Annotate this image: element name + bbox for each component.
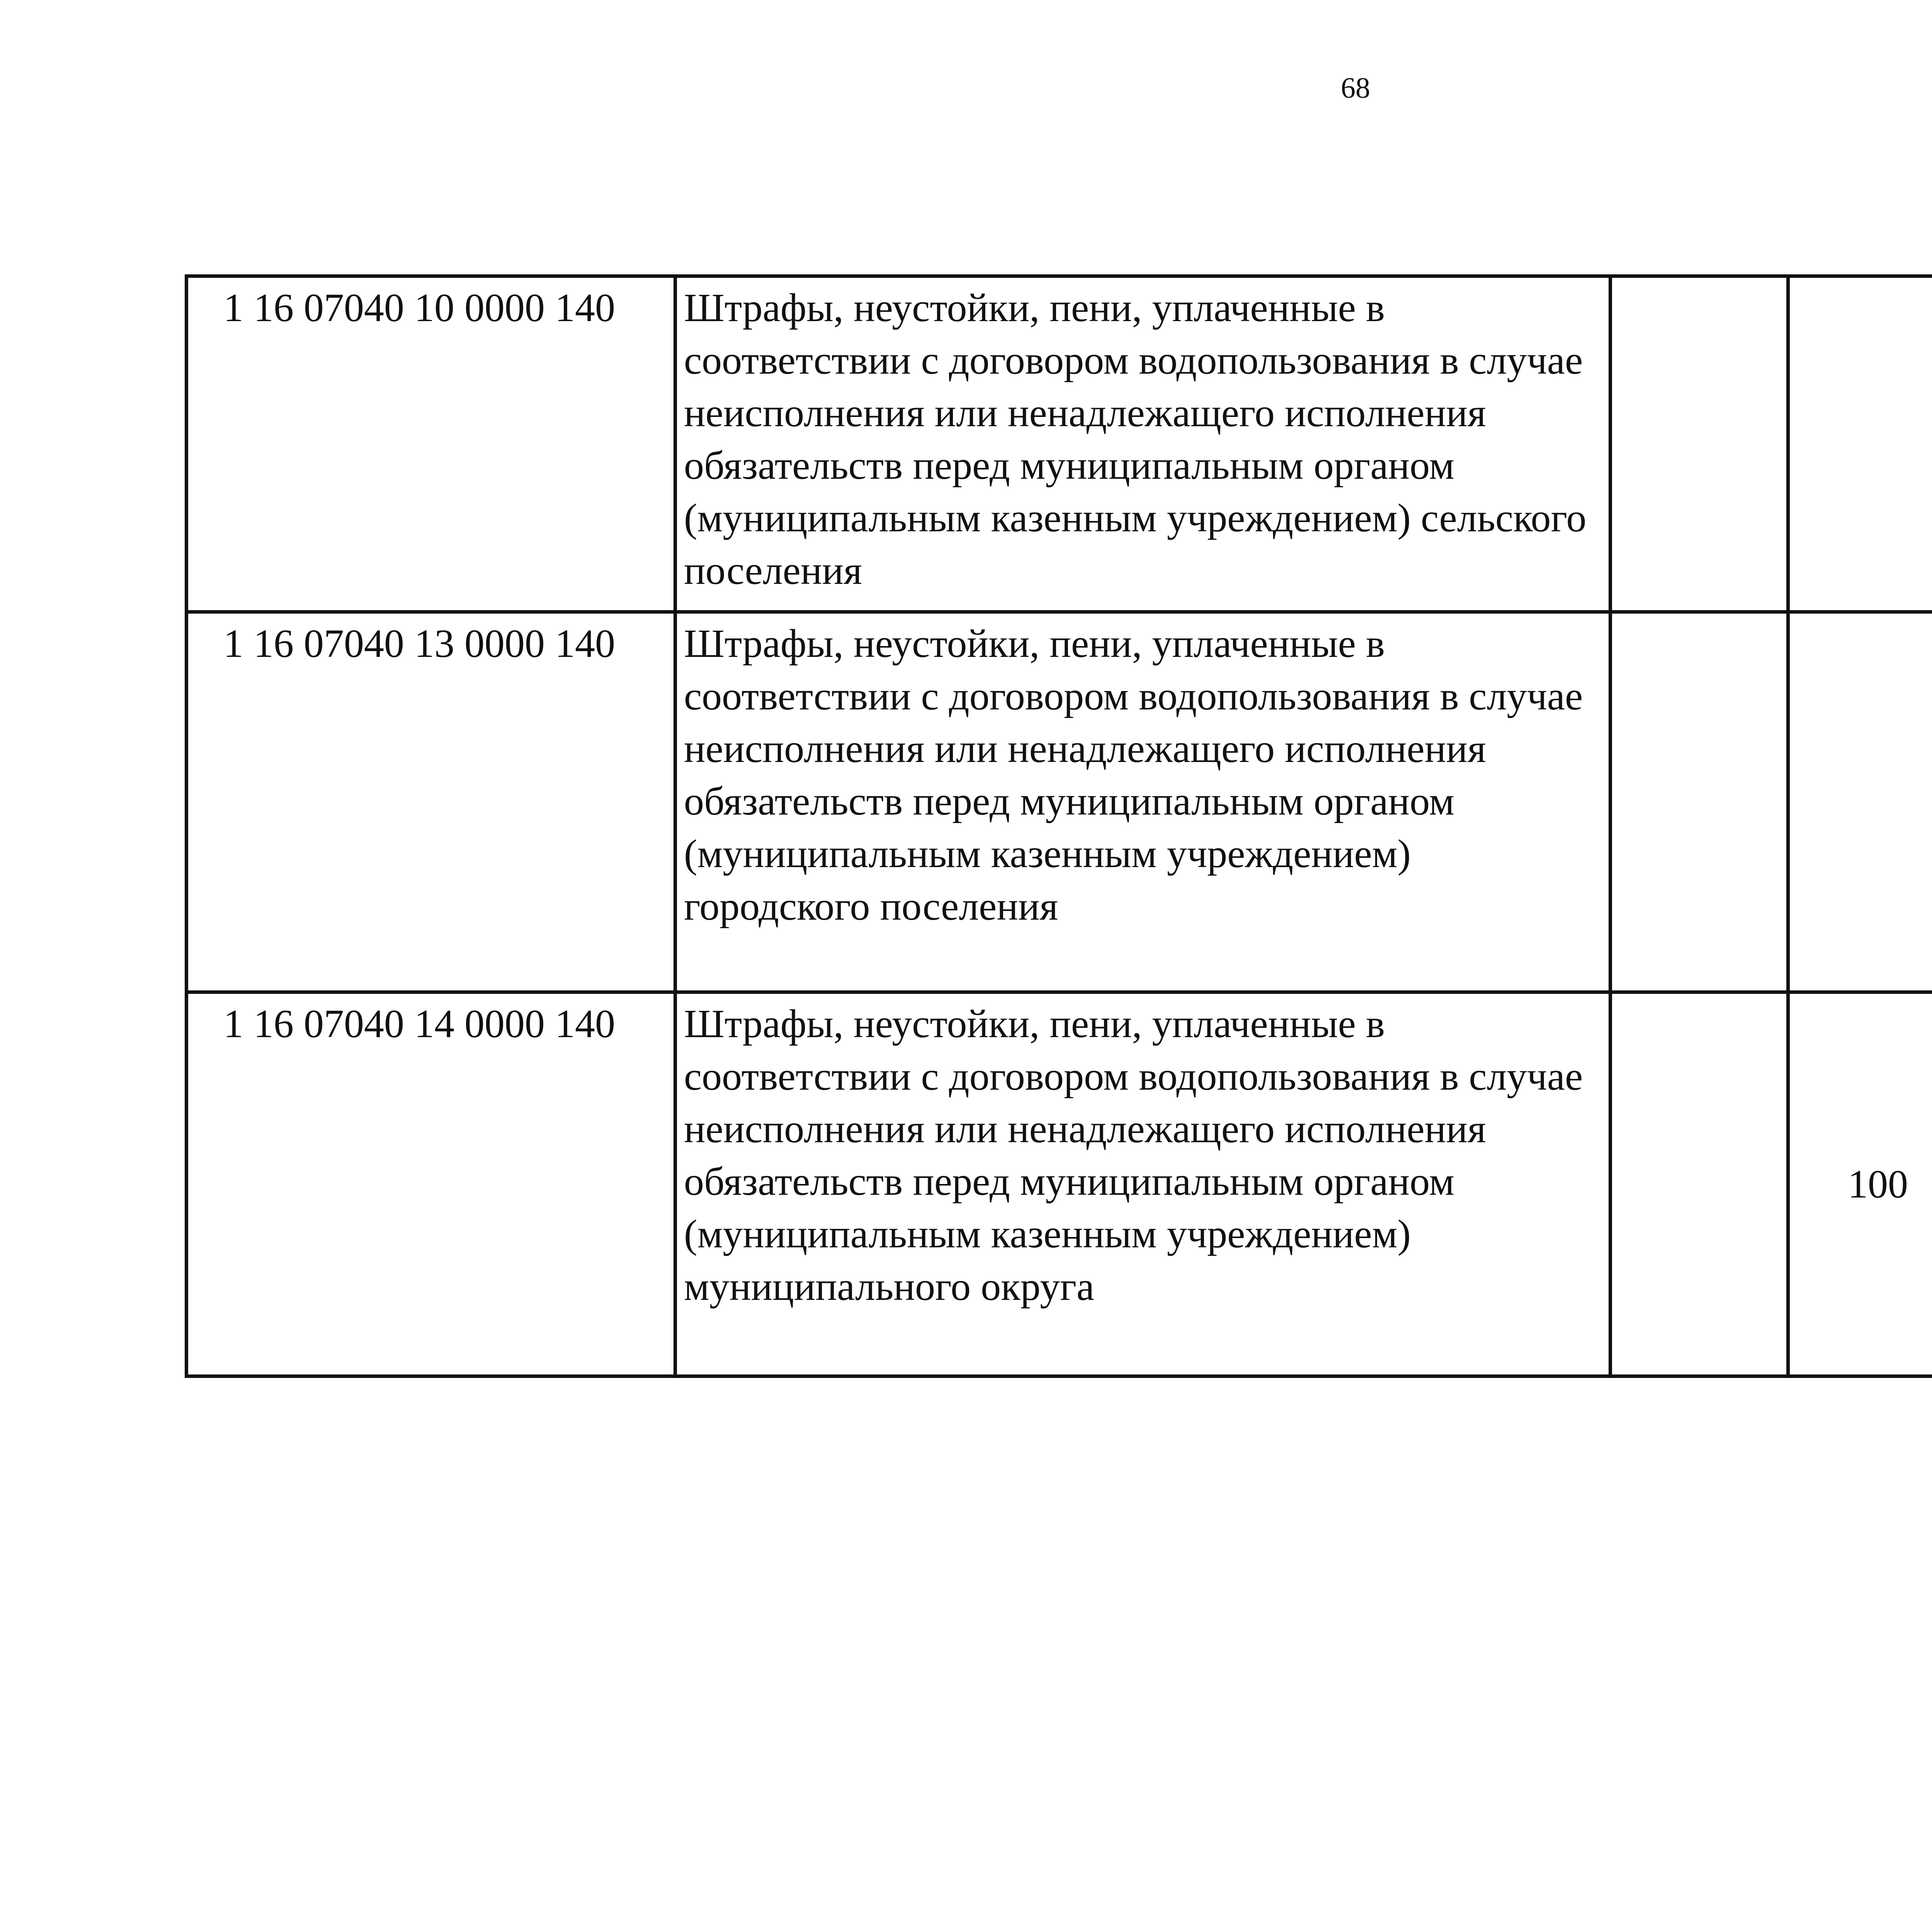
description-cell: Штрафы, неустойки, пени, уплаченные в соответствии с договором водопользования в случае неисполнения или ненадлежащего исполнения обязательств перед муниципальным органом (муниципальным казенным учреждением) городского поселения <box>675 612 1611 992</box>
description-cell: Штрафы, неустойки, пени, уплаченные в соответствии с договором водопользования в случае неисполнения или ненадлежащего исполнения обязательств перед муниципальным органом (муниципальным казенным учреждением) сельского поселения <box>675 276 1611 612</box>
value-cell <box>1611 612 1788 992</box>
value-cell: 100 <box>1788 992 1932 1376</box>
table-row <box>187 612 1932 992</box>
table-row <box>187 276 1932 612</box>
budget-code-cell: 1 16 07040 14 0000 140 <box>187 992 675 1376</box>
table-row <box>187 992 1932 1376</box>
value-cell <box>1611 992 1788 1376</box>
budget-code-cell: 1 16 07040 10 0000 140 <box>187 276 675 612</box>
page-number: 68 <box>1341 72 1370 104</box>
budget-code-cell: 1 16 07040 13 0000 140 <box>187 612 675 992</box>
description-cell: Штрафы, неустойки, пени, уплаченные в соответствии с договором водопользования в случае неисполнения или ненадлежащего исполнения обязательств перед муниципальным органом (муниципальным казенным учреждением) муниципального округа <box>675 992 1611 1376</box>
value-cell <box>1611 276 1788 612</box>
value-cell <box>1788 612 1932 992</box>
value-cell <box>1788 276 1932 612</box>
revenue-distribution-table <box>185 274 1932 1378</box>
